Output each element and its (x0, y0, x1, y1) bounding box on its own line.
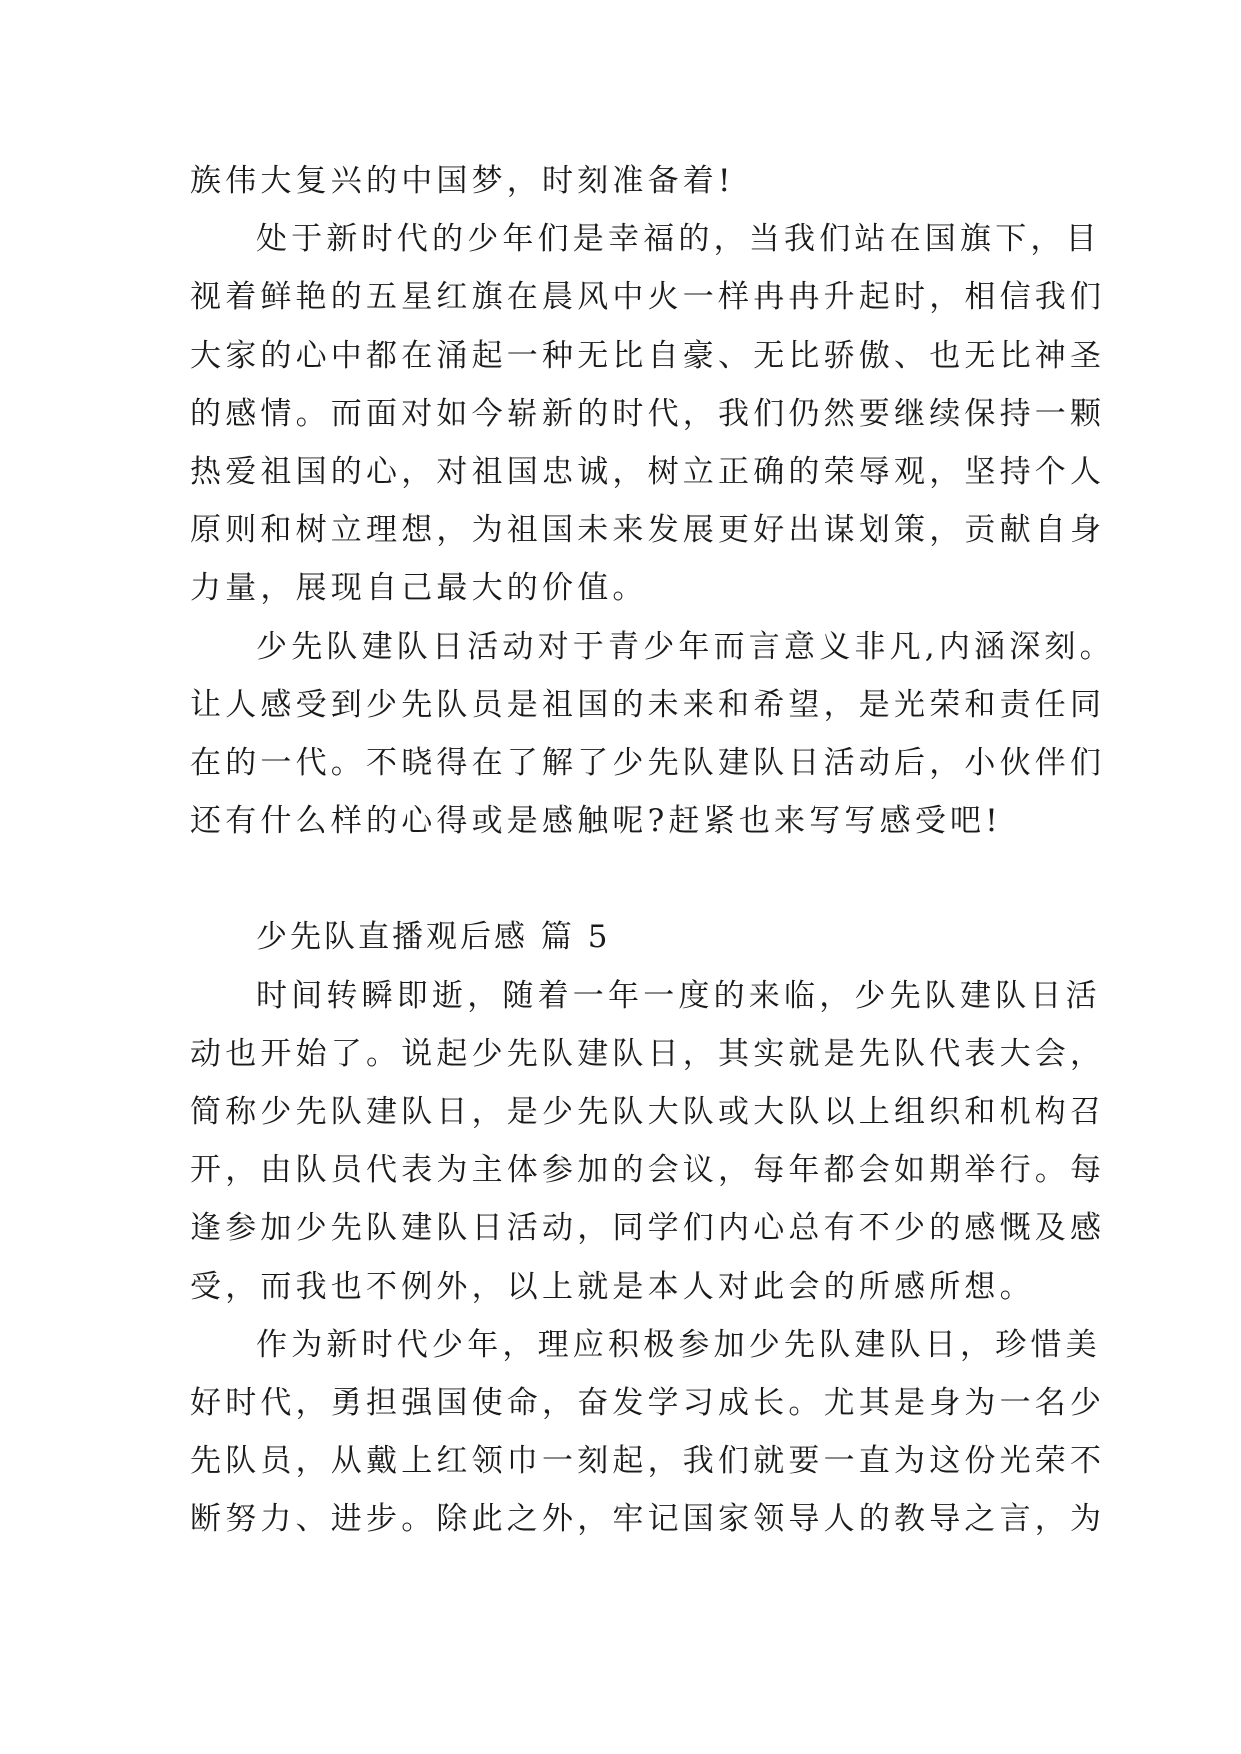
text-line: 的感情。而面对如今崭新的时代，我们仍然要继续保持一颗 (190, 395, 1106, 432)
text-line: 视着鲜艳的五星红旗在晨风中火一样冉冉升起时，相信我们 (190, 279, 1106, 316)
text-line: 原则和树立理想，为祖国未来发展更好出谋划策，贡献自身 (190, 512, 1106, 549)
text-line: 还有什么样的心得或是感触呢?赶紧也来写写感受吧! (190, 803, 1002, 840)
paragraph-first-line: 时间转瞬即逝，随着一年一度的来临，少先队建队日活 (256, 977, 1101, 1014)
section-gap (190, 850, 1070, 908)
text-line: 先队员，从戴上红领巾一刻起，我们就要一直为这份光荣不 (190, 1443, 1106, 1480)
text-line: 动也开始了。说起少先队建队日，其实就是先队代表大会， (190, 1035, 1106, 1072)
text-line: 断努力、进步。除此之外，牢记国家领导人的教导之言，为 (190, 1501, 1106, 1538)
paragraph-first-line: 处于新时代的少年们是幸福的，当我们站在国旗下，目 (256, 221, 1101, 258)
document-body (190, 152, 1115, 1549)
paragraph-first-line: 少先队建队日活动对于青少年而言意义非凡,内涵深刻。 (256, 628, 1115, 665)
text-line: 大家的心中都在涌起一种无比自豪、无比骄傲、也无比神圣 (190, 337, 1106, 374)
text-line: 好时代，勇担强国使命，奋发学习成长。尤其是身为一名少 (190, 1384, 1106, 1421)
text-line: 热爱祖国的心，对祖国忠诚，树立正确的荣辱观，坚持个人 (190, 453, 1106, 490)
text-line: 开，由队员代表为主体参加的会议，每年都会如期举行。每 (190, 1152, 1106, 1189)
text-line: 受，而我也不例外，以上就是本人对此会的所感所想。 (190, 1268, 1035, 1305)
text-line: 让人感受到少先队员是祖国的未来和希望，是光荣和责任同 (190, 686, 1106, 723)
section-heading: 少先队直播观后感 篇 5 (256, 919, 611, 956)
text-line: 族伟大复兴的中国梦，时刻准备着! (190, 163, 735, 199)
text-line: 在的一代。不晓得在了解了少先队建队日活动后，小伙伴们 (190, 744, 1106, 781)
text-line: 力量，展现自己最大的价值。 (190, 570, 648, 607)
text-line: 逢参加少先队建队日活动，同学们内心总有不少的感慨及感 (190, 1210, 1106, 1247)
paragraph-first-line: 作为新时代少年，理应积极参加少先队建队日，珍惜美 (256, 1326, 1101, 1363)
text-line: 简称少先队建队日，是少先队大队或大队以上组织和机构召 (190, 1094, 1106, 1130)
